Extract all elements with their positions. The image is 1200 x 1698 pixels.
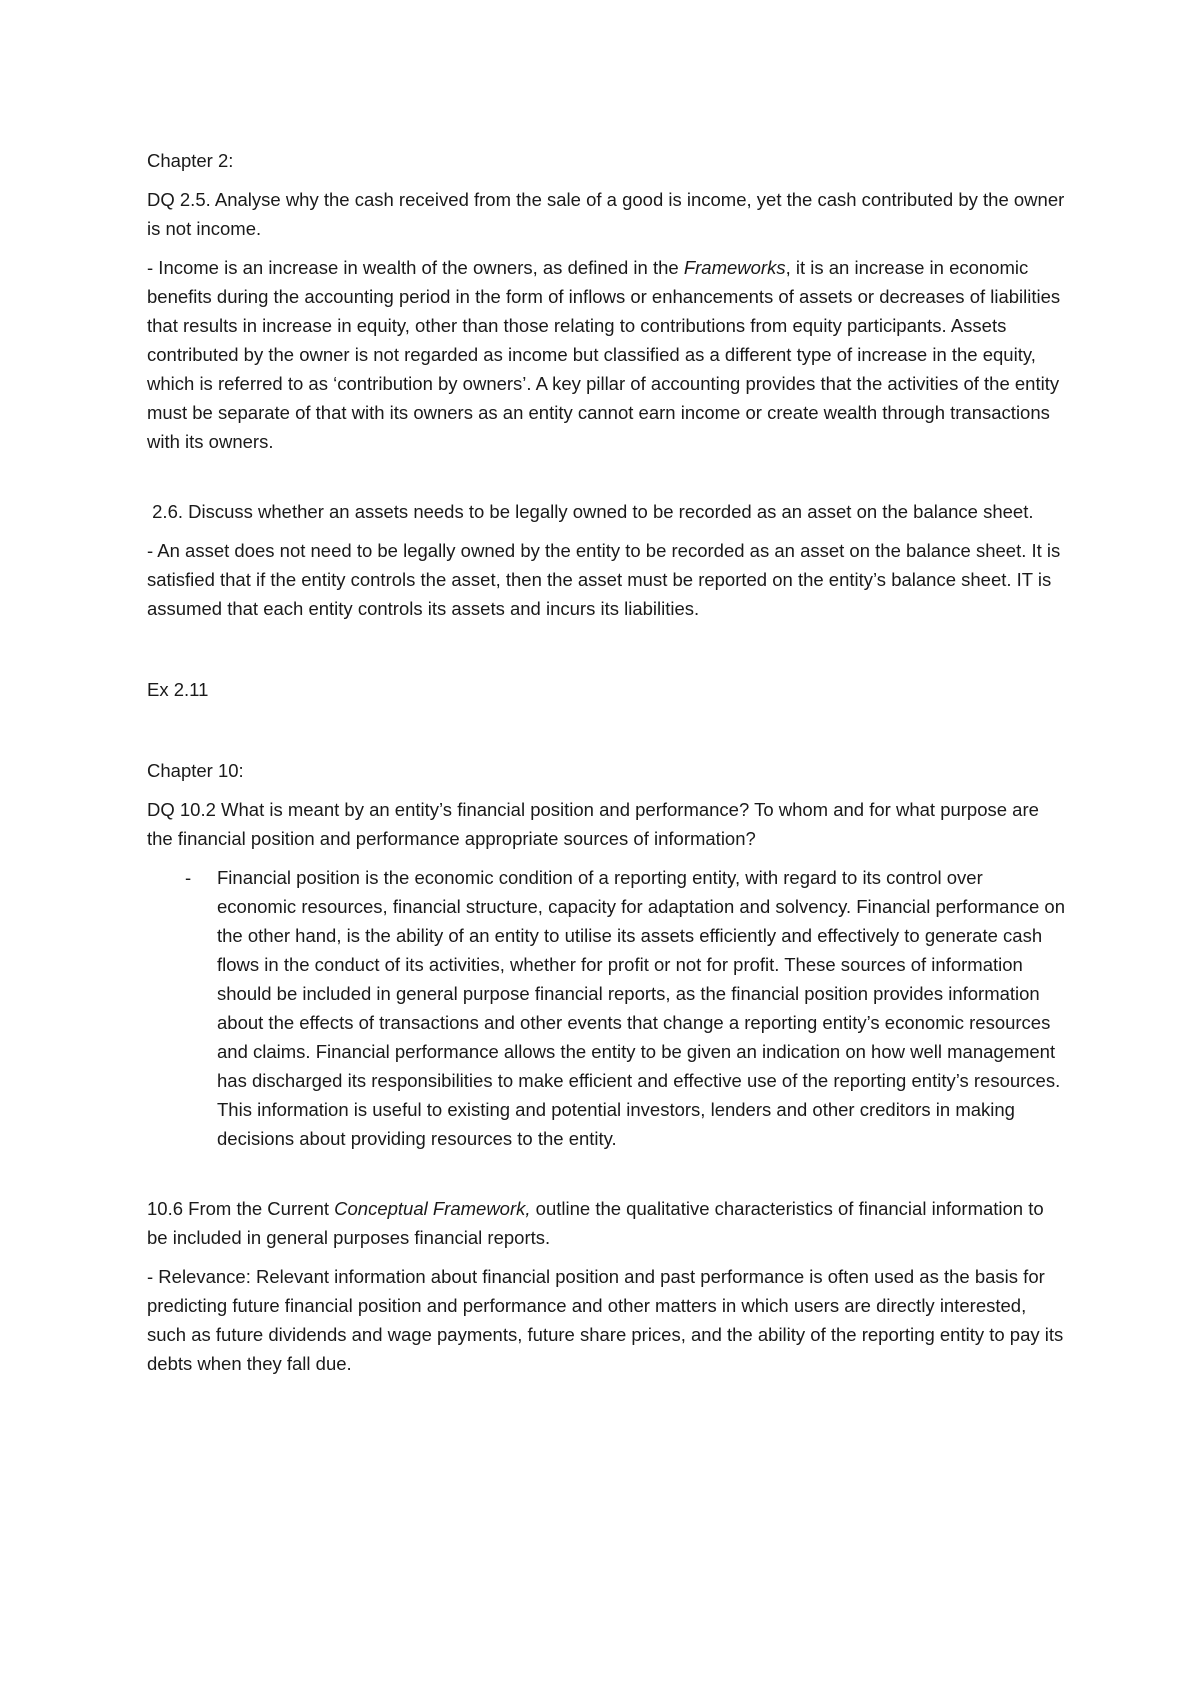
chapter-2-heading: Chapter 2:	[147, 150, 234, 171]
chapter-10-heading: Chapter 10:	[147, 760, 244, 781]
conceptual-framework-italic: Conceptual Framework,	[334, 1198, 531, 1219]
dq-2-5-answer-text-start: - Income is an increase in wealth of the owners, as defined in the	[147, 257, 684, 278]
dq-2-5-question: DQ 2.5. Analyse why the cash received from the sale of a good is income, yet the cash contributed by the owner is not income.	[147, 189, 1065, 239]
dq-10-6-answer: - Relevance: Relevant information about financial position and past performance is often used as the basis for predicting future financial position and performance and other matters in which users are directly interested, such as future dividends and wage payments, future share prices, and the ability of the reporting entity to pay its debts when they fall due.	[147, 1266, 1064, 1374]
dq-10-2-answer: Financial position is the economic condition of a reporting entity, with regard to its control over economic resources, financial structure, capacity for adaptation and solvency. Financial performance on the other hand, is the ability of an entity to utilise its assets efficiently and effectively to generate cash flows in the conduct of its activities, whether for profit or not for profit. These sources of information should be included in general purpose financial reports, as the financial position provides information about the effects of transactions and other events that change a reporting entity’s economic resources and claims. Financial performance allows the entity to be given an indication on how well management has discharged its responsibilities to make efficient and effective use of the reporting entity’s resources. This information is useful to existing and potential investors, lenders and other creditors in making decisions about providing resources to the entity.	[217, 867, 1066, 1149]
document-page	[147, 146, 1067, 1378]
dq-2-5-answer-text-end: , it is an increase in economic benefits during the accounting period in the form of inflows or enhancements of assets or decreases of liabilities that results in increase in equity, other than those relating to contributions from equity participants. Assets contributed by the owner is not regarded as income but classified as a different type of increase in the equity, which is referred to as ‘contribution by owners’. A key pillar of accounting provides that the activities of the entity must be separate of that with its owners as an entity cannot earn income or create wealth through transactions with its owners.	[147, 257, 1061, 452]
dq-2-6-question: 2.6. Discuss whether an assets needs to be legally owned to be recorded as an asset on the balance sheet.	[147, 501, 1034, 522]
dq-10-6-question-end: outline the qualitative characteristics of financial information to be included in general purposes financial reports.	[147, 1198, 1044, 1248]
dq-2-5-answer	[147, 253, 1067, 456]
dq-10-6-question-start: 10.6 From the Current	[147, 1198, 335, 1219]
dq-10-6-question	[147, 1194, 1067, 1252]
frameworks-italic: Frameworks	[683, 257, 786, 278]
dq-10-2-answer-bullet	[147, 863, 1067, 1153]
dq-10-2-question: DQ 10.2 What is meant by an entity’s financial position and performance? To whom and for what purpose are the financial position and performance appropriate sources of information?	[147, 799, 1039, 849]
bullet-dash: -	[185, 867, 192, 888]
dq-2-6-answer: - An asset does not need to be legally owned by the entity to be recorded as an asset on the balance sheet. It is satisfied that if the entity controls the asset, then the asset must be reported on the entity’s balance sheet. IT is assumed that each entity controls its assets and incurs its liabilities.	[147, 540, 1061, 619]
ex-2-11-heading: Ex 2.11	[147, 679, 209, 700]
